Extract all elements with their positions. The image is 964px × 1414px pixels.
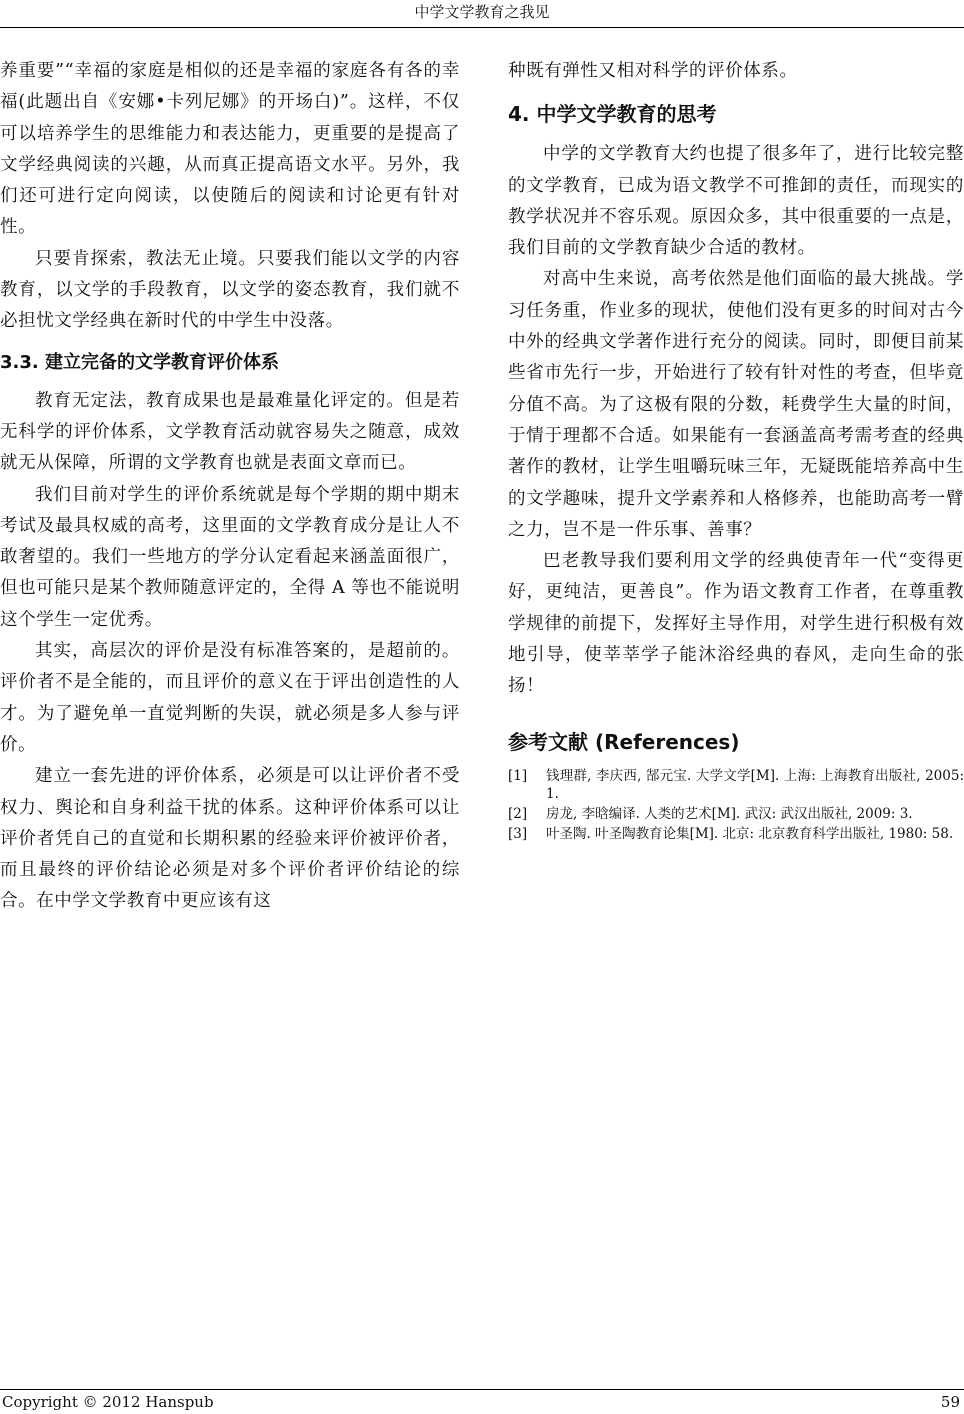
reference-item <box>508 805 964 823</box>
reference-number: [1] <box>508 767 528 784</box>
reference-text: 房龙, 李晗编译. 人类的艺术[M]. 武汉: 武汉出版社, 2009: 3. <box>546 805 913 822</box>
right-column <box>508 56 964 845</box>
footer-divider <box>0 1389 964 1390</box>
section-heading: 3.3. 建立完备的文学教育评价体系 <box>0 351 279 373</box>
paragraph: 教育无定法，教育成果也是最难量化评定的。但是若无科学的评价体系，文学教育活动就容易失之随意，成效就无从保障，所谓的文学教育也就是表面文章而已。 <box>0 390 460 474</box>
paragraph: 养重要”“幸福的家庭是相似的还是幸福的家庭各有各的幸福(此题出自《安娜•卡列尼娜》的开场白)”。这样，不仅可以培养学生的思维能力和表达能力，更重要的是提高了文学经典阅读的兴趣，从而真正提高语文水平。另外，我们还可进行定向阅读，以使随后的阅读和讨论更有针对性。 <box>0 61 460 238</box>
references-section <box>508 727 964 843</box>
left-column <box>0 56 460 918</box>
reference-text: 钱理群, 李庆西, 郜元宝. 大学文学[M]. 上海: 上海教育出版社, 2005: 1. <box>546 767 964 802</box>
page-number: 59 <box>940 1393 960 1411</box>
running-header: 中学文学教育之我见 <box>414 3 550 21</box>
header-divider <box>0 27 964 28</box>
paragraph: 建立一套先进的评价体系，必须是可以让评价者不受权力、舆论和自身利益干扰的体系。这种评价体系可以让评价者凭自己的直觉和长期积累的经验来评价被评价者，而且最终的评价结论必须是对多个评价者评价结论的综合。在中学文学教育中更应该有这 <box>0 766 460 912</box>
reference-item <box>508 825 964 843</box>
reference-number: [3] <box>508 825 528 842</box>
paragraph: 只要肯探索，教法无止境。只要我们能以文学的内容教育，以文学的手段教育，以文学的姿态教育，我们就不必担忧文学经典在新时代的中学生中没落。 <box>0 248 460 332</box>
paragraph: 中学的文学教育大约也提了很多年了，进行比较完整的文学教育，已成为语文教学不可推卸的责任，而现实的教学状况并不容乐观。原因众多，其中很重要的一点是，我们目前的文学教育缺少合适的教材。 <box>508 144 964 259</box>
paragraph: 其实，高层次的评价是没有标准答案的，是超前的。评价者不是全能的，而且评价的意义在于评出创造性的人才。为了避免单一直觉判断的失误，就必须是多人参与评价。 <box>0 641 460 755</box>
paragraph: 对高中生来说，高考依然是他们面临的最大挑战。学习任务重，作业多的现状，使他们没有更多的时间对古今中外的经典文学著作进行充分的阅读。同时，即便目前某些省市先行一步，开始进行了较有针对性的考查，但毕竟分值不高。为了这极有限的分数，耗费学生大量的时间，于情于理都不合适。如果能有一套涵盖高考需考查的经典著作的教材，让学生咀嚼玩味三年，无疑既能培养高中生的文学趣味，提升文学素养和人格修养，也能助高考一臂之力，岂不是一件乐事、善事？ <box>508 269 964 540</box>
reference-item <box>508 767 964 803</box>
paragraph: 种既有弹性又相对科学的评价体系。 <box>508 61 798 81</box>
references-heading: 参考文献 (References) <box>508 729 740 754</box>
reference-number: [2] <box>508 805 528 822</box>
section-heading: 4. 中学文学教育的思考 <box>508 102 717 127</box>
paragraph: 我们目前对学生的评价系统就是每个学期的期中期末考试及最具权威的高考，这里面的文学教育成分是让人不敢奢望的。我们一些地方的学分认定看起来涵盖面很广，但也可能只是某个教师随意评定的，全得 A 等也不能说明这个学生一定优秀。 <box>0 484 460 630</box>
paragraph: 巴老教导我们要利用文学的经典使青年一代“变得更好，更纯洁，更善良”。作为语文教育工作者，在尊重教学规律的前提下，发挥好主导作用，对学生进行积极有效地引导，使莘莘学子能沐浴经典的春风，走向生命的张扬！ <box>508 551 964 697</box>
copyright-notice: Copyright © 2012 Hanspub <box>2 1393 214 1411</box>
reference-text: 叶圣陶. 叶圣陶教育论集[M]. 北京: 北京教育科学出版社, 1980: 58. <box>546 825 954 842</box>
